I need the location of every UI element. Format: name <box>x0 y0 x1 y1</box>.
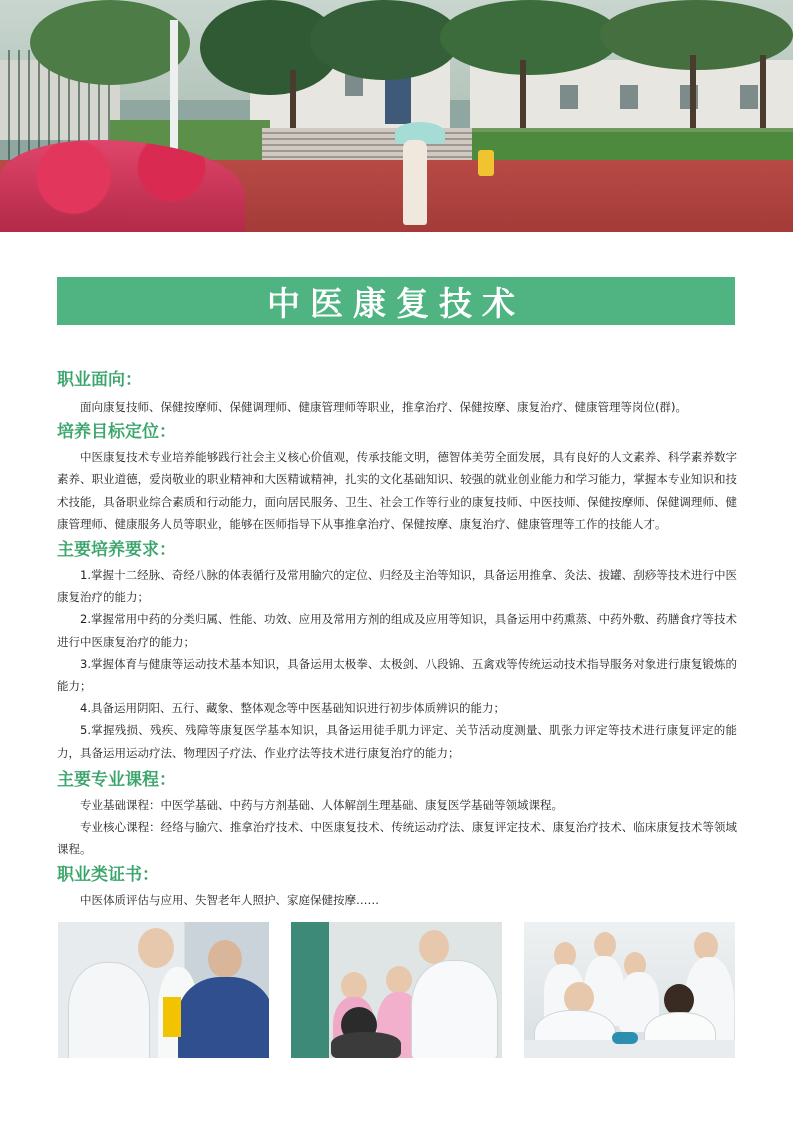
page-title <box>57 277 735 325</box>
requirement-item: 3.掌握体育与健康等运动技术基本知识，具备运用太极拳、太极剑、八段锦、五禽戏等传统运动技术指导服务对象进行康复锻炼的能力； <box>57 656 737 694</box>
section-heading: 主要培养要求： <box>57 540 176 561</box>
photo-acupressure-demo <box>291 922 502 1058</box>
section-heading: 职业类证书： <box>57 865 159 886</box>
section-heading: 培养目标定位： <box>57 422 176 443</box>
section-paragraph: 中医体质评估与应用、失智老年人照护、家庭保健按摩…… <box>80 893 379 908</box>
requirement-item: 5.掌握残损、残疾、残障等康复医学基本知识，具备运用徒手肌力评定、关节活动度测量、肌张力评定等技术进行康复评定的能力，具备运用运动疗法、物理因子疗法、作业疗法等技术进行康复治疗的能力； <box>57 723 737 760</box>
section-main-courses <box>57 768 737 861</box>
section-paragraph: 中医康复技术专业培养能够践行社会主义核心价值观，传承技能文明，德智体美劳全面发展，具有良好的人文素养、科学素养数字素养、职业道德，爱岗敬业的职业精神和大医精诚精神，扎实的文化基础知识、较强的就业创业能力和学习能力，掌握本专业知识和技术技能，具备职业综合素质和行动能力，面向居民服务、卫生、社会工作等行业的康复技师、中医技师、保健按摩师、保健调理师、健康管理师、健康服务人员等职业，能够在医师指导下从事推拿治疗、保健按摩、康复治疗、健康管理等工作的技能人才。 <box>57 450 737 531</box>
main-content <box>57 368 737 912</box>
section-paragraph: 面向康复技师、保健按摩师、保健调理师、健康管理师等职业，推拿治疗、保健按摩、康复治疗、健康管理等岗位(群)。 <box>80 400 687 414</box>
campus-photo <box>0 0 793 232</box>
course-line: 专业核心课程：经络与腧穴、推拿治疗技术、中医康复技术、传统运动疗法、康复评定技术、康复治疗技术、临床康复技术等领域课程。 <box>57 820 737 857</box>
section-career-direction <box>57 368 737 418</box>
requirement-item: 1.掌握十二经脉、奇经八脉的体表循行及常用腧穴的定位、归经及主治等知识，具备运用推拿、灸法、拔罐、刮痧等技术进行中医康复治疗的能力； <box>57 568 737 605</box>
section-training-goal <box>57 420 737 535</box>
section-training-requirements <box>57 538 737 764</box>
requirement-item: 2.掌握常用中药的分类归属、性能、功效、应用及常用方剂的组成及应用等知识，具备运用中药熏蒸、中药外敷、药膳食疗等技术进行中医康复治疗的能力； <box>57 612 737 649</box>
section-certificates <box>57 863 737 911</box>
section-heading: 主要专业课程： <box>57 769 176 790</box>
course-line: 专业基础课程：中医学基础、中药与方剂基础、人体解剖生理基础、康复医学基础等领域课程。 <box>80 797 563 812</box>
requirement-item: 4.具备运用阴阳、五行、藏象、整体观念等中医基础知识进行初步体质辨识的能力； <box>80 701 505 716</box>
section-heading: 职业面向： <box>57 370 142 390</box>
photo-students-practice <box>524 922 735 1058</box>
photo-doctor-treating-patient <box>58 922 269 1058</box>
page-title-text: 中医康复技术 <box>267 283 525 323</box>
